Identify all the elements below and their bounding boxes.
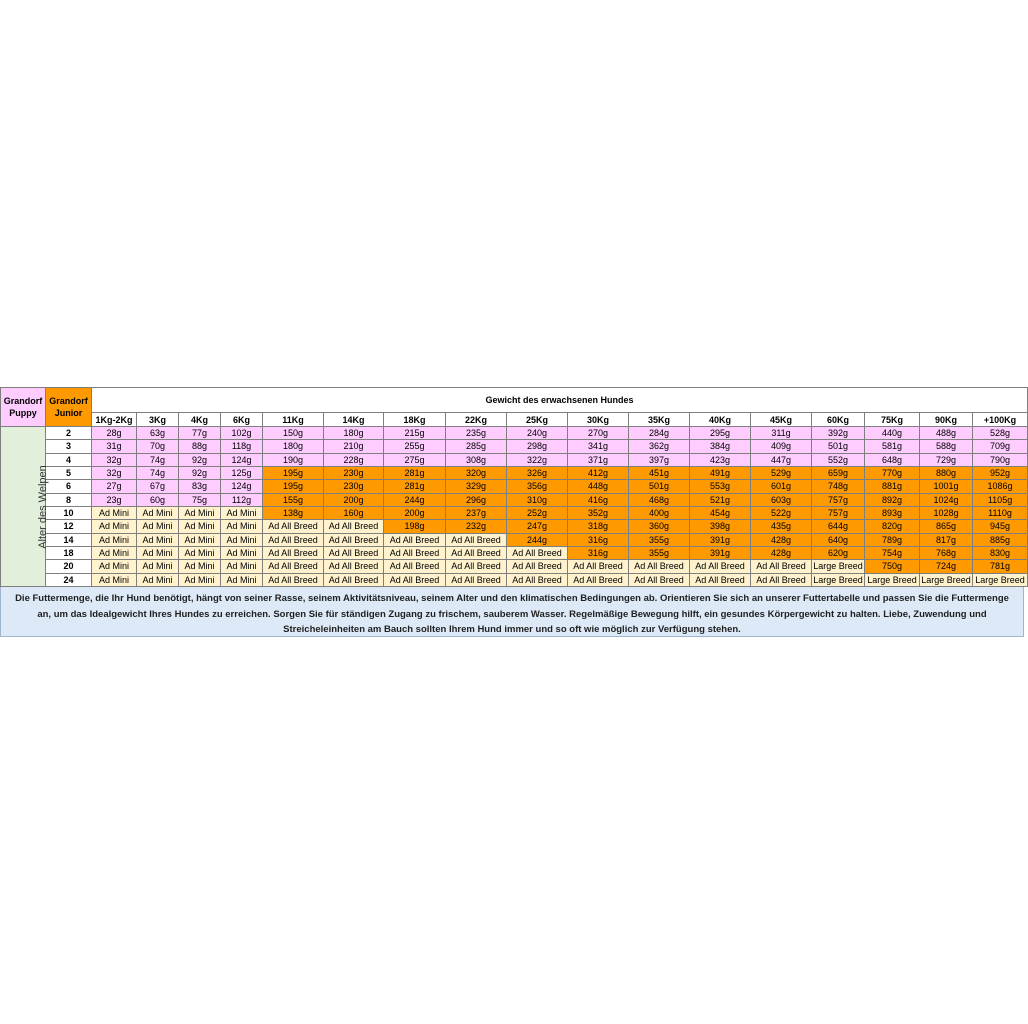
table-cell: 281g xyxy=(384,480,446,493)
table-cell: Ad Mini xyxy=(92,533,137,546)
table-cell: 362g xyxy=(629,440,690,453)
table-cell: 240g xyxy=(507,427,568,440)
table-cell: 237g xyxy=(446,506,507,519)
table-cell: 244g xyxy=(507,533,568,546)
table-cell: Ad All Breed xyxy=(263,573,324,586)
table-cell: 270g xyxy=(568,427,629,440)
table-cell: Large Breed xyxy=(813,561,863,572)
table-cell: Ad All Breed xyxy=(507,560,568,573)
table-row xyxy=(1,493,1028,506)
table-cell: Ad Mini xyxy=(221,546,263,559)
table-cell: 326g xyxy=(507,466,568,479)
table-cell: Ad All Breed xyxy=(751,560,812,573)
table-cell: 789g xyxy=(865,533,920,546)
table-cell: 210g xyxy=(324,440,384,453)
table-cell: 428g xyxy=(751,546,812,559)
age-cell: 2 xyxy=(46,427,92,440)
table-cell: 102g xyxy=(221,427,263,440)
table-cell: 150g xyxy=(263,427,324,440)
table-cell: 74g xyxy=(137,453,179,466)
table-row xyxy=(1,440,1028,453)
table-cell: Ad Mini xyxy=(179,573,221,586)
table-cell: 200g xyxy=(324,493,384,506)
table-cell: 360g xyxy=(629,520,690,533)
table-cell: 198g xyxy=(384,520,446,533)
table-cell: Ad Mini xyxy=(221,573,263,586)
legend-puppy-line1: Grandorf xyxy=(3,396,43,406)
table-cell: 316g xyxy=(568,546,629,559)
table-cell: 298g xyxy=(507,440,568,453)
table-cell: 311g xyxy=(751,427,812,440)
table-cell: 648g xyxy=(865,453,920,466)
table-cell: 215g xyxy=(384,427,446,440)
table-row xyxy=(1,520,1028,533)
table-cell: 435g xyxy=(751,520,812,533)
table-cell: 124g xyxy=(221,453,263,466)
table-cell: Ad Mini xyxy=(92,546,137,559)
age-cell: 18 xyxy=(46,546,92,559)
table-cell: Ad All Breed xyxy=(324,560,384,573)
table-cell: Ad Mini xyxy=(92,560,137,573)
table-cell: 74g xyxy=(137,466,179,479)
table-cell: 830g xyxy=(973,546,1028,559)
table-cell: 644g xyxy=(812,520,865,533)
column-header-row xyxy=(1,413,1028,427)
table-cell: 92g xyxy=(179,466,221,479)
table-row xyxy=(1,480,1028,493)
table-cell: 230g xyxy=(324,480,384,493)
table-cell: Ad All Breed xyxy=(629,560,690,573)
table-cell: 880g xyxy=(920,466,973,479)
table-cell: 28g xyxy=(92,427,137,440)
table-cell: 371g xyxy=(568,453,629,466)
table-cell: Ad All Breed xyxy=(263,520,324,533)
table-cell: 892g xyxy=(865,493,920,506)
table-cell: 428g xyxy=(751,533,812,546)
table-cell: Ad Mini xyxy=(221,520,263,533)
table-cell: Ad All Breed xyxy=(568,560,629,573)
table-cell: 724g xyxy=(920,560,973,573)
table-cell: 640g xyxy=(812,533,865,546)
table-cell: Ad Mini xyxy=(92,506,137,519)
table-cell: 88g xyxy=(179,440,221,453)
table-cell: 1024g xyxy=(920,493,973,506)
table-cell: 118g xyxy=(221,440,263,453)
table-cell: Ad Mini xyxy=(137,560,179,573)
table-cell: Ad Mini xyxy=(221,506,263,519)
table-cell: 748g xyxy=(812,480,865,493)
table-cell: 757g xyxy=(812,493,865,506)
table-cell: Large Breed xyxy=(865,573,920,586)
table-cell: 60g xyxy=(137,493,179,506)
table-cell: Ad Mini xyxy=(92,573,137,586)
legend-junior-line1: Grandorf xyxy=(49,396,88,406)
table-cell: 820g xyxy=(865,520,920,533)
table-cell: 295g xyxy=(690,427,751,440)
table-cell: Ad All Breed xyxy=(324,573,384,586)
table-cell: 281g xyxy=(384,466,446,479)
table-cell: 341g xyxy=(568,440,629,453)
table-cell: 893g xyxy=(865,506,920,519)
table-cell: Ad Mini xyxy=(179,533,221,546)
column-header: 25Kg xyxy=(507,413,568,427)
table-cell: 228g xyxy=(324,453,384,466)
table-cell: 952g xyxy=(973,466,1028,479)
table-cell: 232g xyxy=(446,520,507,533)
table-cell: 451g xyxy=(629,466,690,479)
table-cell: 397g xyxy=(629,453,690,466)
table-cell: 865g xyxy=(920,520,973,533)
table-cell: Ad All Breed xyxy=(690,560,751,573)
table-cell: 352g xyxy=(568,506,629,519)
table-row xyxy=(1,506,1028,519)
age-cell: 3 xyxy=(46,440,92,453)
table-cell: Ad All Breed xyxy=(446,546,507,559)
table-cell: 255g xyxy=(384,440,446,453)
table-cell: Ad Mini xyxy=(137,546,179,559)
table-cell: 77g xyxy=(179,427,221,440)
table-cell: 412g xyxy=(568,466,629,479)
table-cell: 70g xyxy=(137,440,179,453)
table-cell: 190g xyxy=(263,453,324,466)
age-cell: 5 xyxy=(46,466,92,479)
table-row xyxy=(1,453,1028,466)
table-cell: 67g xyxy=(137,480,179,493)
age-cell: 8 xyxy=(46,493,92,506)
table-cell: 491g xyxy=(690,466,751,479)
table-cell: Ad Mini xyxy=(92,520,137,533)
table-cell: Ad All Breed xyxy=(446,573,507,586)
table-cell: Ad Mini xyxy=(137,520,179,533)
table-cell: 391g xyxy=(690,546,751,559)
table-cell: Ad All Breed xyxy=(751,573,812,586)
column-header: 4Kg xyxy=(179,413,221,427)
column-header: 40Kg xyxy=(690,413,751,427)
column-header: 1Kg-2Kg xyxy=(92,413,137,427)
table-cell: Ad All Breed xyxy=(446,560,507,573)
table-cell: 768g xyxy=(920,546,973,559)
table-cell: 1028g xyxy=(920,506,973,519)
table-cell: 448g xyxy=(568,480,629,493)
table-cell: 790g xyxy=(973,453,1028,466)
age-cell: 12 xyxy=(46,520,92,533)
column-header: 6Kg xyxy=(221,413,263,427)
table-cell: Ad All Breed xyxy=(263,560,324,573)
table-title: Gewicht des erwachsenen Hundes xyxy=(92,388,1028,413)
table-cell: 521g xyxy=(690,493,751,506)
table-cell: 1001g xyxy=(920,480,973,493)
age-cell: 20 xyxy=(46,560,92,573)
age-cell: 10 xyxy=(46,506,92,519)
table-cell: 528g xyxy=(973,427,1028,440)
table-cell: 488g xyxy=(920,427,973,440)
table-cell: 757g xyxy=(812,506,865,519)
table-cell: 501g xyxy=(812,440,865,453)
table-cell: 729g xyxy=(920,453,973,466)
column-header: 18Kg xyxy=(384,413,446,427)
table-cell: 754g xyxy=(865,546,920,559)
table-cell: 275g xyxy=(384,453,446,466)
legend-puppy-line2: Puppy xyxy=(9,408,37,418)
table-cell: 180g xyxy=(263,440,324,453)
table-cell: 588g xyxy=(920,440,973,453)
table-cell: 322g xyxy=(507,453,568,466)
table-cell: 601g xyxy=(751,480,812,493)
table-cell: 750g xyxy=(865,560,920,573)
table-cell: 160g xyxy=(324,506,384,519)
table-cell: 552g xyxy=(812,453,865,466)
table-cell: 355g xyxy=(629,533,690,546)
table-cell: 329g xyxy=(446,480,507,493)
table-cell: Ad All Breed xyxy=(384,533,446,546)
table-cell: 400g xyxy=(629,506,690,519)
footer-note: Die Futtermenge, die Ihr Hund benötigt, hängt von seiner Rasse, seinem Aktivitätsniveau, seinem Alter und den klimatischen Bedingungen ab. Orientieren Sie sich an unserer Futtertabelle und passen Sie die Futtermenge an, um das Idealgewicht Ihres Hundes zu erreichen. Sorgen Sie für ständigen Zugang zu frischem, sauberem Wasser. Regelmäßige Bewegung hilft, ein gesundes Körpergewicht zu halten. Liebe, Zuwendung und Streicheleinheiten am Bauch sollten Ihrem Hund immer und so oft wie möglich zur Verfügung stehen. xyxy=(0,587,1024,637)
table-cell: 409g xyxy=(751,440,812,453)
table-cell: 447g xyxy=(751,453,812,466)
table-cell: Ad Mini xyxy=(137,533,179,546)
table-cell: 200g xyxy=(384,506,446,519)
table-cell: 817g xyxy=(920,533,973,546)
table-cell: 384g xyxy=(690,440,751,453)
row-group-label-text: Alter des Welpen xyxy=(36,464,49,549)
table-cell: Large Breed xyxy=(813,574,863,585)
table-cell: 1086g xyxy=(973,480,1028,493)
table-cell: 92g xyxy=(179,453,221,466)
table-cell: 392g xyxy=(812,427,865,440)
table-row xyxy=(1,466,1028,479)
table-cell: Ad All Breed xyxy=(507,573,568,586)
table-cell: 581g xyxy=(865,440,920,453)
table-cell: Ad Mini xyxy=(179,520,221,533)
table-cell: 781g xyxy=(973,560,1028,573)
table-cell: 1110g xyxy=(973,506,1028,519)
table-cell: Ad All Breed xyxy=(324,520,384,533)
table-cell: 529g xyxy=(751,466,812,479)
table-cell: 316g xyxy=(568,533,629,546)
table-row xyxy=(1,573,1028,586)
table-cell: 423g xyxy=(690,453,751,466)
table-cell: 32g xyxy=(92,453,137,466)
table-cell: 620g xyxy=(812,546,865,559)
table-cell: 603g xyxy=(751,493,812,506)
table-cell: Ad Mini xyxy=(137,506,179,519)
table-cell: Ad Mini xyxy=(179,560,221,573)
table-cell: 355g xyxy=(629,546,690,559)
table-cell: 138g xyxy=(263,506,324,519)
table-cell: 23g xyxy=(92,493,137,506)
table-cell: Ad All Breed xyxy=(384,573,446,586)
table-cell: 310g xyxy=(507,493,568,506)
column-header: 14Kg xyxy=(324,413,384,427)
table-cell: 285g xyxy=(446,440,507,453)
column-header: 11Kg xyxy=(263,413,324,427)
table-cell: 32g xyxy=(92,466,137,479)
table-cell: Ad All Breed xyxy=(690,573,751,586)
column-header: 30Kg xyxy=(568,413,629,427)
table-body xyxy=(1,427,1028,587)
table-cell: Ad Mini xyxy=(221,533,263,546)
table-cell: Ad All Breed xyxy=(324,533,384,546)
table-cell: 770g xyxy=(865,466,920,479)
table-cell: 885g xyxy=(973,533,1028,546)
table-cell: Ad All Breed xyxy=(446,533,507,546)
legend-junior xyxy=(46,388,92,427)
table-cell: 440g xyxy=(865,427,920,440)
table-cell: 195g xyxy=(263,480,324,493)
table-cell: 75g xyxy=(179,493,221,506)
table-cell: Ad All Breed xyxy=(629,573,690,586)
table-cell: 83g xyxy=(179,480,221,493)
table-cell: 230g xyxy=(324,466,384,479)
table-cell: 454g xyxy=(690,506,751,519)
table-cell: 125g xyxy=(221,466,263,479)
table-cell: 235g xyxy=(446,427,507,440)
table-cell: Ad All Breed xyxy=(384,560,446,573)
legend-puppy xyxy=(1,388,46,427)
table-cell: 124g xyxy=(221,480,263,493)
row-group-label xyxy=(1,427,49,587)
table-cell: 522g xyxy=(751,506,812,519)
table-cell: 247g xyxy=(507,520,568,533)
table-cell: 501g xyxy=(629,480,690,493)
table-cell: Ad All Breed xyxy=(507,546,568,559)
legend-junior-line2: Junior xyxy=(54,408,83,418)
column-header: 60Kg xyxy=(812,413,865,427)
feeding-table xyxy=(0,387,1028,587)
column-header: 22Kg xyxy=(446,413,507,427)
table-cell: 180g xyxy=(324,427,384,440)
table-cell: Ad Mini xyxy=(179,506,221,519)
table-cell: Large Breed xyxy=(973,573,1028,586)
column-header: +100Kg xyxy=(973,413,1028,427)
table-cell: 553g xyxy=(690,480,751,493)
age-cell: 6 xyxy=(46,480,92,493)
table-cell: 1105g xyxy=(973,493,1028,506)
table-row xyxy=(1,427,1028,440)
table-cell: 112g xyxy=(221,493,263,506)
table-cell: 252g xyxy=(507,506,568,519)
table-cell: Ad All Breed xyxy=(263,533,324,546)
table-cell: 244g xyxy=(384,493,446,506)
table-cell: 284g xyxy=(629,427,690,440)
table-cell: Ad All Breed xyxy=(324,546,384,559)
table-row xyxy=(1,560,1028,573)
table-cell: 195g xyxy=(263,466,324,479)
age-cell: 4 xyxy=(46,453,92,466)
table-cell: 318g xyxy=(568,520,629,533)
table-cell: 63g xyxy=(137,427,179,440)
age-cell: 24 xyxy=(46,573,92,586)
table-cell: 416g xyxy=(568,493,629,506)
age-cell: 14 xyxy=(46,533,92,546)
table-cell: 27g xyxy=(92,480,137,493)
table-cell: Ad All Breed xyxy=(568,573,629,586)
table-cell: Ad Mini xyxy=(221,560,263,573)
column-header: 75Kg xyxy=(865,413,920,427)
table-cell: Ad Mini xyxy=(137,573,179,586)
column-header: 90Kg xyxy=(920,413,973,427)
table-cell: 398g xyxy=(690,520,751,533)
table-cell: 320g xyxy=(446,466,507,479)
column-header: 45Kg xyxy=(751,413,812,427)
column-header: 35Kg xyxy=(629,413,690,427)
table-cell: 709g xyxy=(973,440,1028,453)
table-cell: 356g xyxy=(507,480,568,493)
table-cell: Ad Mini xyxy=(179,546,221,559)
table-cell: 945g xyxy=(973,520,1028,533)
table-cell: Ad All Breed xyxy=(384,546,446,559)
table-cell: 296g xyxy=(446,493,507,506)
table-cell: 31g xyxy=(92,440,137,453)
table-cell: Large Breed xyxy=(921,574,971,585)
table-cell: 468g xyxy=(629,493,690,506)
table-row xyxy=(1,533,1028,546)
table-cell: Ad All Breed xyxy=(263,546,324,559)
table-row xyxy=(1,546,1028,559)
column-header: 3Kg xyxy=(137,413,179,427)
table-cell: 155g xyxy=(263,493,324,506)
table-cell: 881g xyxy=(865,480,920,493)
table-cell: 659g xyxy=(812,466,865,479)
table-cell: 308g xyxy=(446,453,507,466)
table-cell: 391g xyxy=(690,533,751,546)
